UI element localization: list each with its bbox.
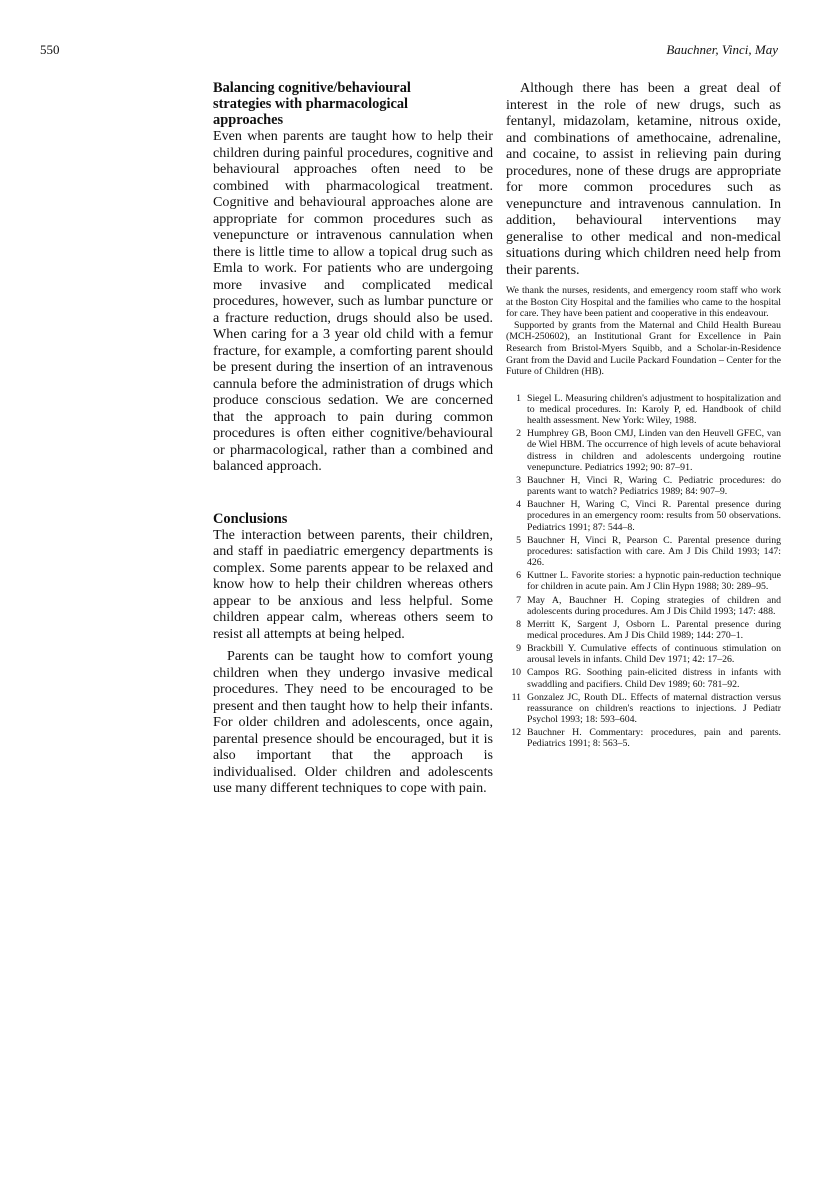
reference-item: [506, 393, 781, 427]
reference-text: Siegel L. Measuring children's adjustment to hospitalization and to medical procedures. In: Karoly P, ed. Handbook of child health assessment. New York: Wiley, 1988.: [527, 392, 781, 427]
right-column: [506, 80, 781, 752]
section-heading-conclusions: Conclusions: [213, 510, 288, 527]
reference-number: 9: [516, 643, 521, 655]
page-number: 550: [40, 42, 60, 57]
running-head-authors: Bauchner, Vinci, May: [666, 42, 778, 57]
reference-text: Brackbill Y. Cumulative effects of continuous stimulation on arousal levels in infants. Child Dev 1971; 42: 17–26.: [527, 643, 781, 666]
balancing-paragraph: Even when parents are taught how to help their children during painful procedures, cognitive and behavioural approaches often need to be combined with pharmacological treatment. Cognitive and behavioural approaches alone are appropriate for common procedures such as venepuncture or intravenous cannulation when there is little time to allow a topical drug such as Emla to work. For patients who are undergoing more invasive and complicated medical procedures, however, such as lumbar puncture or a fracture reduction, drugs should also be used. When caring for a 3 year old child with a femur fracture, for example, a comforting parent should be present during the insertion of an intravenous cannula before the administration of drugs which produce conscious sedation. We are concerned that the approach to pain during common procedures is often either cognitive/behavioural or pharmacological, rather than a combined and balanced approach.: [213, 128, 493, 474]
reference-text: Kuttner L. Favorite stories: a hypnotic pain-reduction technique for children in acute pain. Am J Clin Hypn 1988; 30: 289–95.: [527, 570, 781, 593]
left-column: [213, 80, 493, 797]
reference-text: Campos RG. Soothing pain-elicited distress in infants with swaddling and pacifiers. Child Dev 1989; 60: 781–92.: [527, 667, 781, 690]
heading-line: Balancing cognitive/behavioural: [213, 80, 411, 96]
acknowledgement-funding: Supported by grants from the Maternal and Child Health Bureau (MCH-250602), an Institutional Grant for Excellence in Pain Research from Bristol-Myers Squibb, and a Scholar-in-Residence Grant from the David and Lucile Packard Foundation – Center for the Future of Children (HB).: [506, 319, 781, 378]
acknowledgements: [506, 285, 781, 378]
reference-item: [506, 499, 781, 533]
reference-text: Humphrey GB, Boon CMJ, Linden van den Heuvell GFEC, van de Wiel HBM. The occurrence of high levels of acute behavioral distress in children and adolescents undergoing routine venepuncture. Pediatrics 1992; 90: 87–91.: [527, 428, 781, 473]
reference-number: 4: [516, 499, 521, 511]
reference-text: Gonzalez JC, Routh DL. Effects of maternal distraction versus reassurance on children's reactions to injections. J Pediatr Psychol 1993; 18: 593–604.: [527, 691, 781, 726]
reference-text: Bauchner H, Waring C, Vinci R. Parental presence during procedures in an emergency room: results from 50 observations. Pediatrics 1991; 87: 544–8.: [527, 499, 781, 533]
reference-item: [506, 428, 781, 473]
page-header: [40, 42, 778, 62]
reference-number: 3: [516, 474, 521, 486]
reference-item: [506, 619, 781, 641]
reference-number: 2: [516, 428, 521, 440]
reference-number: 7: [516, 594, 521, 606]
reference-item: [506, 727, 781, 749]
conclusions-paragraph-2: Parents can be taught how to comfort young children when they undergo invasive medical procedures. They need to be encouraged to be present and then taught how to help their infants. For older children and adolescents, once again, parental presence should be encouraged, but it is also important that the approach is individualised. Older children and adolescents use many different techniques to cope with pain.: [213, 648, 493, 796]
section-gap: [213, 475, 493, 511]
conclusions-paragraph-3: Although there has been a great deal of interest in the role of new drugs, such as fentanyl, midazolam, ketamine, nitrous oxide, and combinations of amethocaine, adrenaline, and cocaine, to assist in relieving pain during procedures, none of these drugs are appropriate for more common procedures such as venepuncture and intravenous cannulation. In addition, behavioural interventions may generalise to other medical and non-medical situations during which children need help from their parents.: [506, 80, 781, 278]
section-heading-balancing: [213, 80, 493, 128]
reference-number: 1: [516, 392, 521, 404]
heading-line: approaches: [213, 112, 284, 128]
reference-text: May A, Bauchner H. Coping strategies of children and adolescents during procedures. Am J Dis Child 1993; 147: 488.: [527, 594, 781, 617]
reference-text: Merritt K, Sargent J, Osborn L. Parental presence during medical procedures. Am J Dis Child 1989; 144: 270–1.: [527, 618, 781, 642]
reference-number: 8: [516, 618, 521, 630]
reference-text: Bauchner H, Vinci R, Waring C. Pediatric procedures: do parents want to watch? Pediatrics 1989; 84: 907–9.: [527, 474, 781, 498]
reference-number: 11: [511, 691, 521, 703]
reference-item: [506, 667, 781, 689]
reference-item: [506, 692, 781, 726]
reference-list: [506, 393, 781, 750]
heading-line: strategies with pharmacological: [213, 96, 409, 112]
reference-item: [506, 535, 781, 569]
reference-text: Bauchner H. Commentary: procedures, pain and parents. Pediatrics 1991; 8: 563–5.: [527, 727, 781, 750]
reference-number: 6: [516, 570, 521, 582]
reference-item: [506, 475, 781, 497]
acknowledgement-thanks: We thank the nurses, residents, and emergency room staff who work at the Boston City Hospital and the families who came to the hospital for care. They have been patient and cooperative in this endeavour.: [506, 285, 781, 320]
reference-item: [506, 570, 781, 592]
reference-number: 5: [516, 534, 521, 546]
reference-number: 12: [511, 727, 521, 739]
reference-item: [506, 643, 781, 665]
reference-text: Bauchner H, Vinci R, Pearson C. Parental presence during procedures: satisfaction with care. Am J Dis Child 1993; 147: 426.: [527, 534, 781, 569]
conclusions-paragraph-1: The interaction between parents, their children, and staff in paediatric emergency departments is complex. Some parents appear to be relaxed and know how to help their children whereas others appear to be anxious and less helpful. Some children appear calm, whereas others seem to resist all attempts at being helped.: [213, 526, 493, 642]
reference-item: [506, 595, 781, 617]
reference-number: 10: [511, 667, 521, 679]
